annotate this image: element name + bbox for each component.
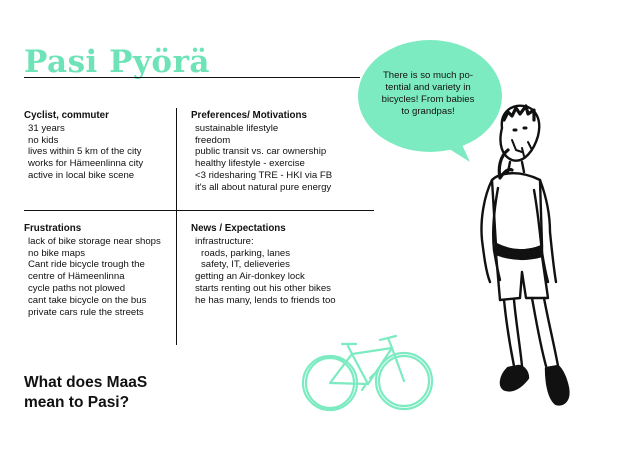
speech-line: to grandpas! [401,106,455,117]
bicycle-illustration [303,336,432,410]
preferences-line: sustainable lifestyle [195,122,279,134]
profile-line: no kids [28,134,59,146]
frustrations-line: centre of Hämeenlinna [28,271,125,283]
question-line: What does MaaS [24,374,148,391]
news-line: he has many, lends to friends too [195,294,336,306]
frustrations-line: cycle paths not plowed [28,282,126,294]
preferences-heading: Preferences/ Motivations [191,110,307,121]
news-line: getting an Air-donkey lock [195,271,305,283]
persona-name: Pasi Pyörä [24,44,211,80]
profile-line: 31 years [28,122,65,134]
speech-bubble-text [372,70,484,118]
profile-line: works for Hämeenlinna city [28,158,144,170]
frustrations-line: private cars rule the streets [28,306,144,318]
news-line: safety, IT, delieveries [201,259,290,271]
frustrations-line: cant take bicycle on the bus [28,294,147,306]
frustrations-line: no bike maps [28,247,86,259]
speech-line: bicycles! From babies [381,94,475,105]
profile-heading: Cyclist, commuter [24,110,109,121]
speech-line: There is so much po- [382,70,474,81]
speech-line: tential and variety in [385,82,471,93]
preferences-line: it's all about natural pure energy [195,181,332,193]
news-heading: News / Expectations [191,223,286,234]
preferences-line: public transit vs. car ownership [195,146,327,158]
person-illustration [481,106,568,405]
news-line: roads, parking, lanes [201,247,291,259]
frustrations-heading: Frustrations [24,223,82,234]
news-line: infrastructure: [195,235,254,247]
profile-line: lives within 5 km of the city [28,146,142,158]
preferences-line: healthy lifestyle - exercise [195,158,305,170]
question-line: mean to Pasi? [24,394,130,411]
profile-line: active in local bike scene [28,169,135,181]
preferences-line: freedom [195,134,231,146]
frustrations-line: lack of bike storage near shops [28,235,161,247]
preferences-line: <3 ridesharing TRE - HKI via FB [195,169,333,181]
frustrations-line: Cant ride bicycle trough the [28,259,145,271]
news-line: starts renting out his other bikes [195,282,331,294]
